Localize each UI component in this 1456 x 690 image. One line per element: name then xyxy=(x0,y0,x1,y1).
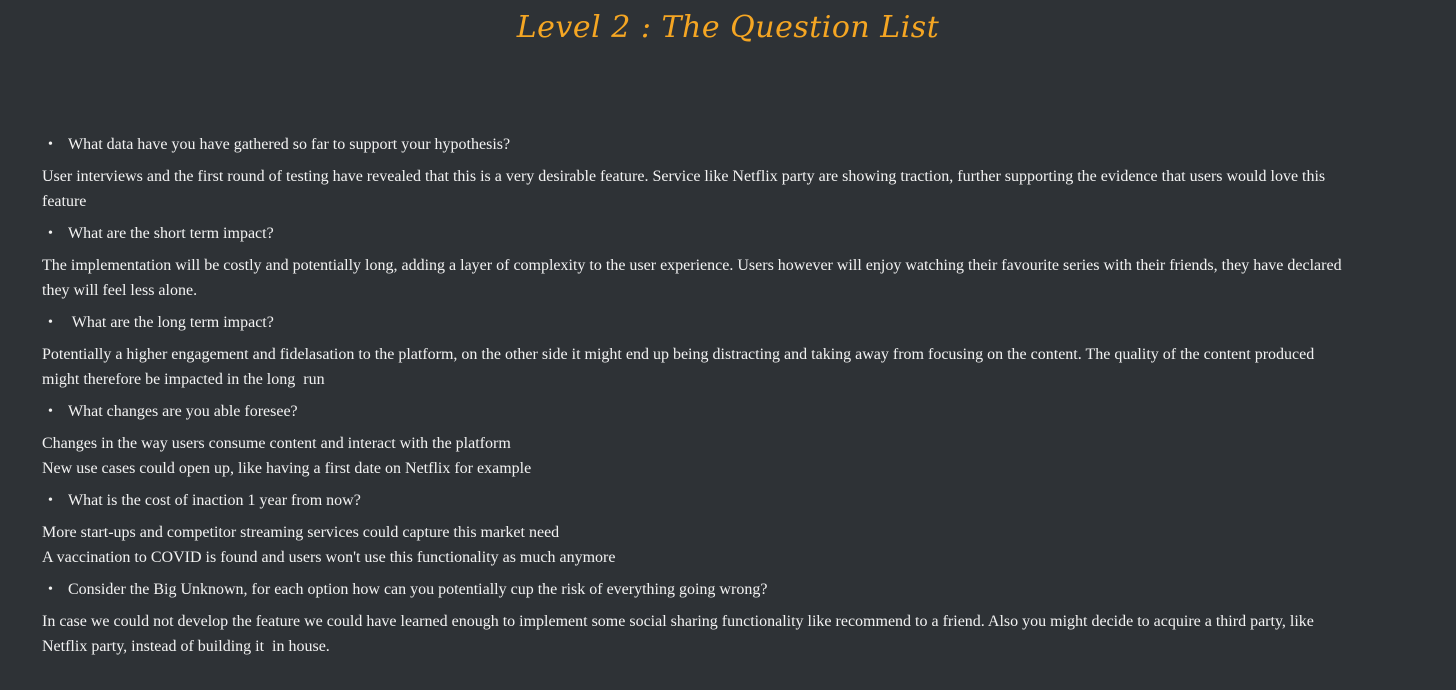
answer-line: might therefore be impacted in the long run xyxy=(42,370,325,388)
bullet-icon: • xyxy=(48,137,53,152)
answer-line: A vaccination to COVID is found and users won't use this functionality as much anymore xyxy=(42,548,616,566)
question-item xyxy=(42,222,1412,246)
answer-line: User interviews and the first round of testing have revealed that this is a very desirable feature. Service like Netflix party are showing traction, further supporting the evidence that users would love this xyxy=(42,168,1326,185)
question-section-data-gathered xyxy=(42,133,1412,214)
question-text: What is the cost of inaction 1 year from now? xyxy=(68,492,361,509)
question-section-short-term xyxy=(42,222,1412,303)
question-section-big-unknown xyxy=(42,578,1412,659)
question-section-long-term xyxy=(42,311,1412,392)
bullet-icon: • xyxy=(48,493,53,508)
question-item xyxy=(42,133,1412,157)
answer-text xyxy=(42,521,1412,570)
answer-line: they will feel less alone. xyxy=(42,281,198,299)
question-text: What are the short term impact? xyxy=(68,225,274,242)
answer-line: feature xyxy=(42,192,87,210)
answer-text xyxy=(42,610,1412,659)
question-text: Consider the Big Unknown, for each option how can you potentially cup the risk of everything going wrong? xyxy=(68,581,768,598)
question-text: What data have you have gathered so far to support your hypothesis? xyxy=(68,136,511,153)
answer-text xyxy=(42,254,1412,303)
answer-line: New use cases could open up, like having a first date on Netflix for example xyxy=(42,459,532,477)
answer-line: The implementation will be costly and potentially long, adding a layer of complexity to the user experience. Users however will enjoy watching their favourite series with their friends, they have declared xyxy=(42,257,1342,274)
question-list xyxy=(42,133,1412,667)
answer-line: More start-ups and competitor streaming services could capture this market need xyxy=(42,524,560,541)
answer-line: Potentially a higher engagement and fidelasation to the platform, on the other side it might end up being distracting and taking away from focusing on the content. The quality of the content produced xyxy=(42,346,1315,363)
answer-text xyxy=(42,165,1412,214)
page-title: Level 2 : The Question List xyxy=(516,10,940,45)
answer-text xyxy=(42,432,1412,481)
question-item xyxy=(42,578,1412,602)
answer-text xyxy=(42,343,1412,392)
question-item xyxy=(42,489,1412,513)
answer-line: Netflix party, instead of building it in house. xyxy=(42,637,330,655)
bullet-icon: • xyxy=(48,315,53,330)
bullet-icon: • xyxy=(48,582,53,597)
question-section-cost-of-inaction xyxy=(42,489,1412,570)
question-item xyxy=(42,311,1412,335)
question-text: What changes are you able foresee? xyxy=(68,403,298,420)
answer-line: In case we could not develop the feature we could have learned enough to implement some social sharing functionality like recommend to a friend. Also you might decide to acquire a third party, like xyxy=(42,613,1314,630)
bullet-icon: • xyxy=(48,404,53,419)
question-text: What are the long term impact? xyxy=(68,314,274,331)
question-section-changes xyxy=(42,400,1412,481)
question-item xyxy=(42,400,1412,424)
answer-line: Changes in the way users consume content and interact with the platform xyxy=(42,435,511,452)
bullet-icon: • xyxy=(48,226,53,241)
